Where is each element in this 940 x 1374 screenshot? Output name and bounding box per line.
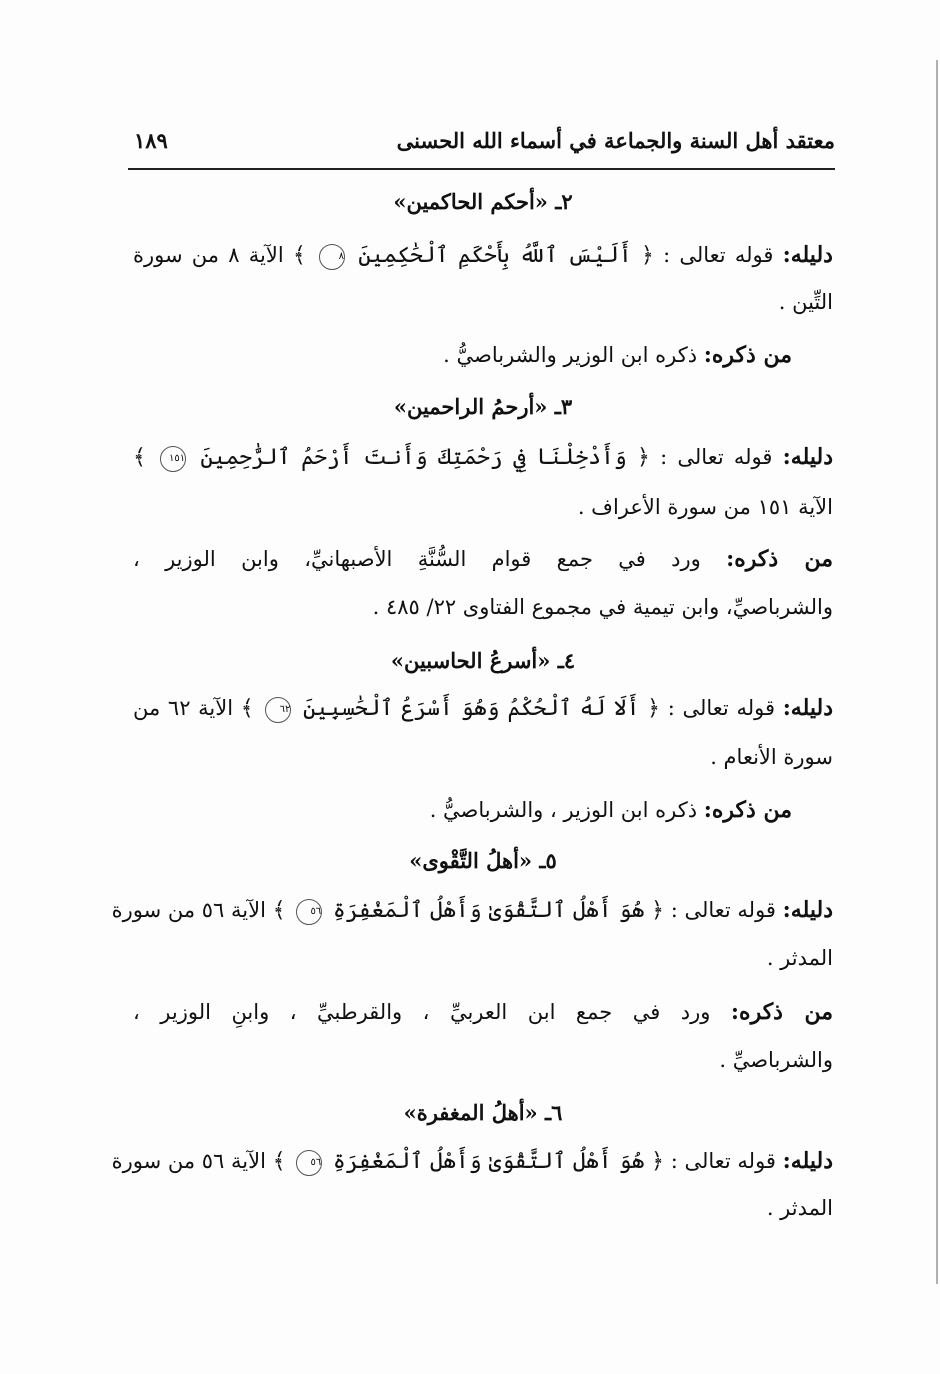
section-heading: ٦ـ «أهلُ المغفرة» — [403, 1100, 563, 1125]
verse-open-bracket: ﴿ — [637, 445, 650, 470]
evidence-label: دليله: — [782, 444, 833, 470]
evidence-label: دليله: — [782, 897, 833, 923]
quran-verse: وَأَدْخِلْنَا فِي رَحْمَتِكَ وَأَنتَ أَرْحَمُ ٱلرَّٰحِمِينَ — [200, 445, 627, 470]
evidence-label: دليله: — [782, 242, 833, 268]
verse-close-bracket: ﴾ — [272, 898, 286, 923]
evidence-intro: قوله تعالى : — [667, 696, 775, 720]
evidence-label: دليله: — [782, 1148, 833, 1174]
evidence-line — [111, 1146, 833, 1177]
verse-close-bracket: ﴾ — [240, 696, 254, 721]
quran-verse: هُوَ أَهْلُ ٱلتَّقْوَىٰ وَأَهْلُ ٱلْمَغْفِرَةِ — [332, 1149, 645, 1174]
verse-open-bracket: ﴿ — [647, 696, 661, 721]
verse-close-bracket: ﴾ — [133, 445, 146, 470]
page-edge-shadow — [936, 60, 938, 1284]
verse-close-bracket: ﴾ — [272, 1149, 286, 1174]
evidence-intro: قوله تعالى : — [660, 445, 773, 469]
evidence-line — [133, 240, 833, 271]
verse-open-bracket: ﴿ — [640, 243, 654, 268]
evidence-line — [133, 693, 833, 724]
mention-text: ذكره ابن الوزير ، والشرباصيُّ . — [429, 798, 698, 822]
running-header — [128, 128, 835, 162]
verse-reference: الآية ٥٦ من سورة — [111, 898, 266, 922]
evidence-intro: قوله تعالى : — [663, 243, 774, 267]
evidence-continuation: المدثر . — [766, 1196, 833, 1220]
mention-continuation: والشرباصيِّ، وابن تيمية في مجموع الفتاوى ٢٢/ ٤٨٥ . — [372, 595, 833, 619]
mention-line — [133, 997, 833, 1027]
ayah-number-marker: ١٥١ — [160, 446, 186, 472]
evidence-continuation: المدثر . — [766, 946, 833, 970]
quran-verse: أَلَا لَهُ ٱلْحُكْمُ وَهُوَ أَسْرَعُ ٱلْحَٰسِبِينَ — [303, 696, 640, 721]
evidence-intro: قوله تعالى : — [670, 1149, 776, 1173]
evidence-continuation: التِّين . — [778, 290, 833, 314]
evidence-line — [111, 895, 833, 926]
verse-open-bracket: ﴿ — [651, 898, 665, 923]
mention-text: ذكره ابن الوزير والشرباصيُّ . — [443, 343, 698, 367]
verse-reference: الآية ٥٦ من سورة — [111, 1149, 266, 1173]
mention-label: من ذكره: — [730, 999, 833, 1025]
evidence-intro: قوله تعالى : — [670, 898, 776, 922]
evidence-line — [133, 442, 833, 473]
header-title: معتقد أهل السنة والجماعة في أسماء الله الحسنى — [396, 128, 835, 153]
quran-verse: هُوَ أَهْلُ ٱلتَّقْوَىٰ وَأَهْلُ ٱلْمَغْفِرَةِ — [332, 898, 645, 923]
page-number: ١٨٩ — [134, 128, 168, 153]
mention-text: ورد في جمع ابن العربيِّ ، والقرطبيِّ ، وابنِ الوزير ، — [133, 1000, 711, 1024]
ayah-number-marker: ٨ — [319, 244, 345, 270]
evidence-continuation: الآية ١٥١ من سورة الأعراف . — [577, 495, 833, 519]
quran-verse: أَلَيْسَ ٱللَّهُ بِأَحْكَمِ ٱلْحَٰكِمِينَ — [358, 243, 632, 268]
mention-continuation: والشرباصيِّ . — [719, 1048, 833, 1072]
evidence-continuation: سورة الأنعام . — [710, 745, 833, 769]
verse-reference: الآية ٦٢ من — [133, 696, 234, 720]
ayah-number-marker: ٦٢ — [265, 697, 291, 723]
mention-text: ورد في جمع قوام السُّنَّةِ الأصبهانيِّ، وابن الوزير ، — [133, 547, 701, 571]
header-rule — [128, 168, 835, 170]
section-heading: ٤ـ «أسرعُ الحاسبين» — [390, 648, 576, 673]
mention-label: من ذكره: — [703, 797, 792, 823]
ayah-number-marker: ٥٦ — [296, 899, 322, 925]
mention-line — [133, 544, 833, 574]
section-heading: ٢ـ «أحكم الحاكمين» — [393, 189, 573, 214]
mention-line — [133, 340, 792, 370]
evidence-label: دليله: — [782, 695, 834, 721]
verse-reference: الآية ٨ من سورة — [133, 243, 284, 267]
section-heading: ٣ـ «أرحمُ الراحمين» — [393, 394, 573, 419]
ayah-number-marker: ٥٦ — [296, 1150, 322, 1176]
section-heading: ٥ـ «أهلُ التَّقْوى» — [409, 848, 557, 873]
mention-line — [133, 795, 792, 825]
verse-open-bracket: ﴿ — [651, 1149, 665, 1174]
verse-close-bracket: ﴾ — [292, 243, 306, 268]
mention-label: من ذكره: — [726, 546, 833, 572]
mention-label: من ذكره: — [703, 342, 792, 368]
